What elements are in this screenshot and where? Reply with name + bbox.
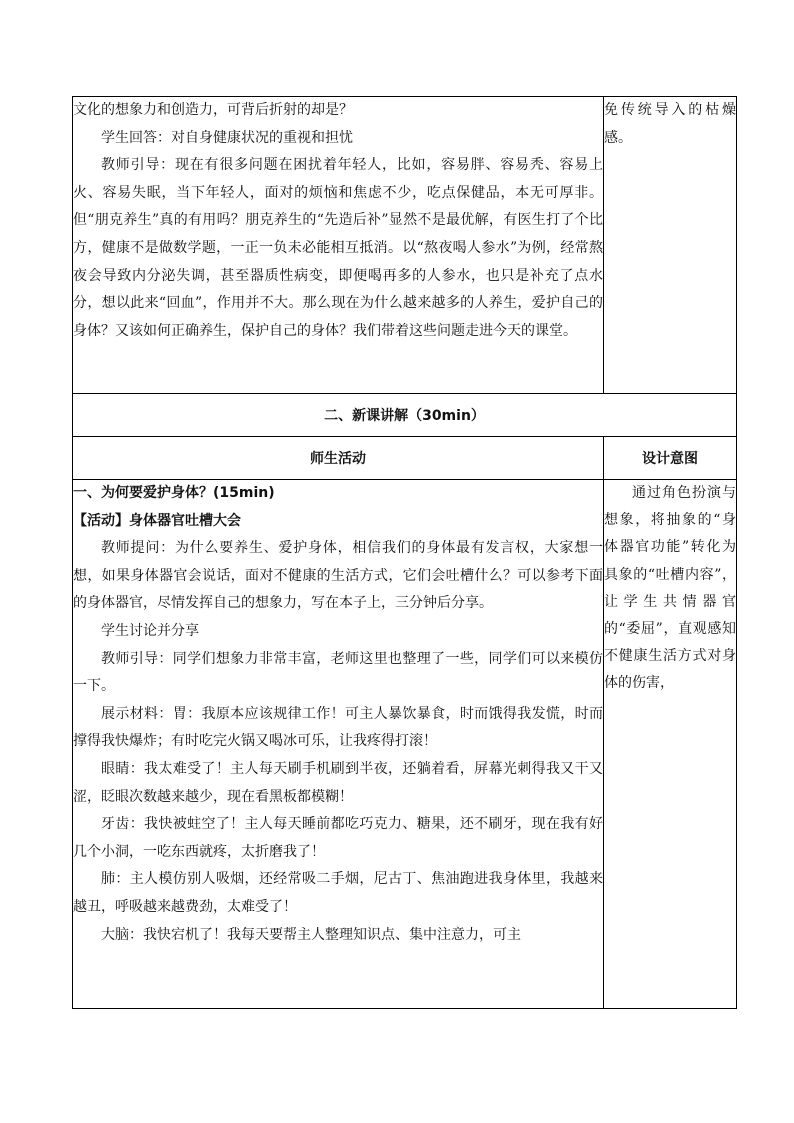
intro-row	[73, 97, 737, 394]
material-eyes: 眼睛：我太难受了！主人每天刷手机刷到半夜，还躺着看，屏幕光刺得我又干又涩，眨眼次数越来越少，现在看黑板都模糊！	[73, 760, 603, 805]
material-brain: 大脑：我快宕机了！我每天要帮主人整理知识点、集中注意力，可主	[101, 926, 521, 943]
teacher-question: 教师提问：为什么要养生、爱护身体，相信我们的身体最有发言权，大家想一想，如果身体器官会说话，面对不健康的生活方式，它们会吐槽什么？可以参考下面的身体器官，尽情发挥自己的想象力，写在本子上，三分钟后分享。	[73, 540, 603, 612]
intro-activity-cell	[73, 97, 604, 394]
header-row	[73, 437, 737, 480]
student-discussion: 学生讨论并分享	[101, 622, 199, 639]
part1-row	[73, 480, 737, 1009]
part1-heading: 一、为何要爱护身体？(15min)	[73, 485, 275, 501]
material-teeth: 牙齿：我快被蛀空了！主人每天睡前都吃巧克力、糖果，还不刷牙，现在我有好几个小洞，一吃东西就疼，太折磨我了！	[73, 816, 603, 860]
material-stomach: 展示材料：胃：我原本应该规律工作！可主人暴饮暴食，时而饿得我发慌，时而撑得我快爆炸；有时吃完火锅又喝冰可乐，让我疼得打滚！	[73, 705, 603, 750]
section-row	[73, 394, 737, 437]
part1-intent-text: 通过角色扮演与想象，将抽象的“身体器官功能”转化为具象的“吐槽内容”，让学生共情器官的“委屈”，直观感知不健康生活方式对身体的伤害，	[604, 485, 736, 692]
header-intent: 设计意图	[604, 437, 737, 480]
intro-intent-cell	[604, 97, 737, 394]
part1-intent-cell	[604, 480, 737, 1009]
lesson-plan-table	[72, 96, 737, 1009]
section-title: 二、新课讲解（30min）	[73, 394, 737, 437]
part1-activity-cell	[73, 480, 604, 1009]
intro-line: 文化的想象力和创造力，可背后折射的却是？	[73, 102, 353, 118]
teacher-guide: 教师引导：同学们想象力非常丰富，老师这里也整理了一些，同学们可以来模仿一下。	[73, 650, 603, 695]
intro-student-answer: 学生回答：对自身健康状况的重视和担忧	[101, 129, 353, 146]
header-activity: 师生活动	[73, 437, 604, 480]
intro-intent-text: 免传统导入的枯燥感。	[604, 102, 736, 146]
activity-title: 【活动】身体器官吐槽大会	[73, 512, 241, 529]
material-lungs: 肺：主人模仿别人吸烟，还经常吸二手烟，尼古丁、焦油跑进我身体里，我越来越丑，呼吸越来越费劲，太难受了！	[73, 871, 603, 915]
intro-teacher-guide: 教师引导：现在有很多问题在困扰着年轻人，比如，容易胖、容易秃、容易上火、容易失眠，当下年轻人，面对的烦恼和焦虑不少，吃点保健品，本无可厚非。但“朋克养生”真的有用吗？朋克养生的“先造后补”显然不是最优解，有医生打了个比方，健康不是做数学题，一正一负未必能相互抵消。以“熬夜喝人参水”为例，经常熬夜会导致内分泌失调，甚至器质性病变，即便喝再多的人参水，也只是补充了点水分，想以此来“回血”，作用并不大。那么现在为什么越来越多的人养生，爱护自己的身体？又该如何正确养生，保护自己的身体？我们带着这些问题走进今天的课堂。	[73, 157, 603, 339]
